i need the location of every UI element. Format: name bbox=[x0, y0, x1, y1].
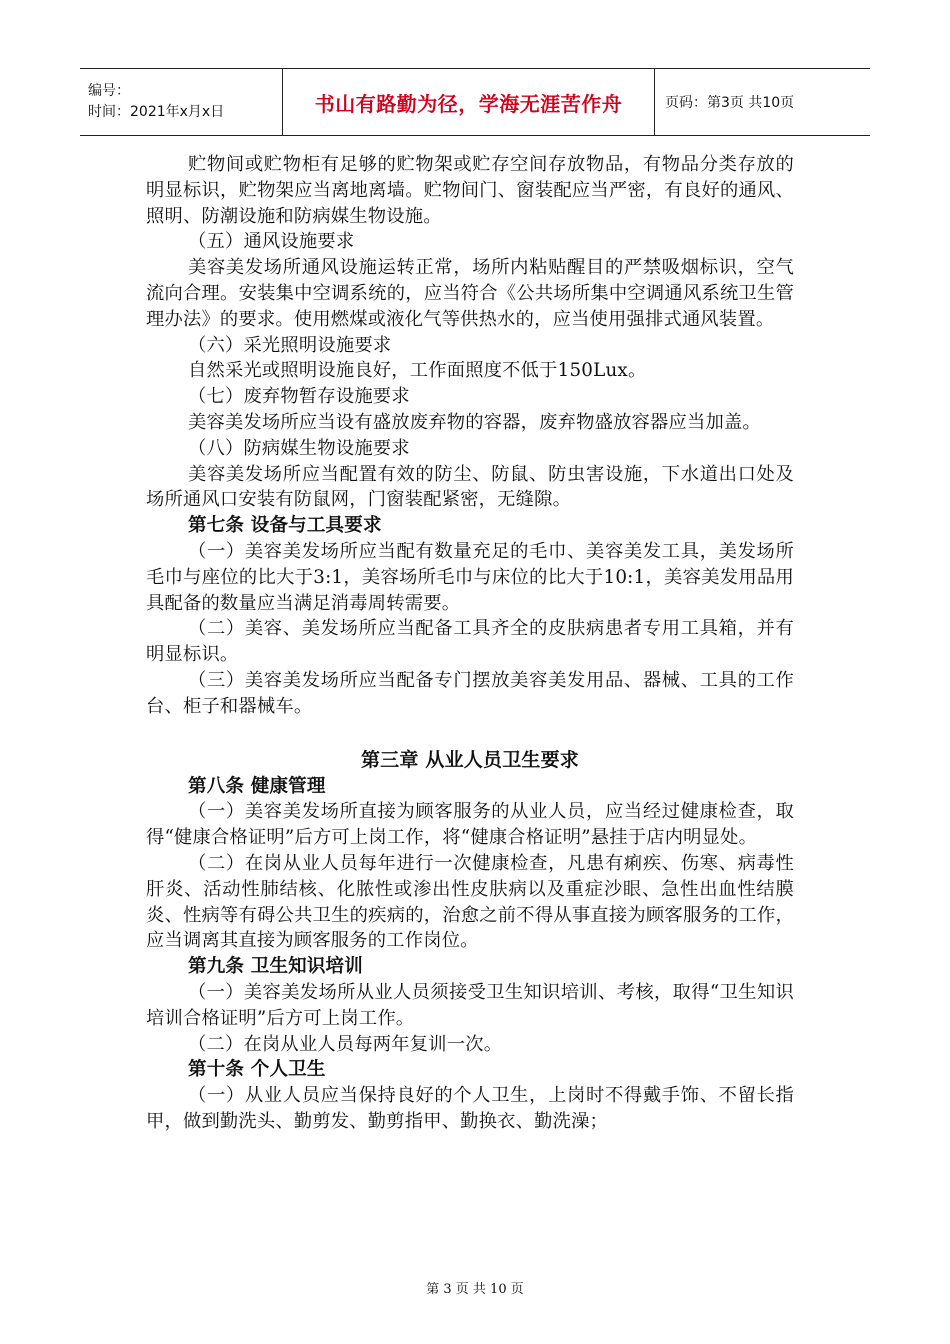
body-paragraph: （五）通风设施要求 bbox=[188, 231, 355, 253]
body-paragraph: （一）美容美发场所直接为顾客服务的从业人员，应当经过健康检查，取得“健康合格证明”后方可上岗工作，将“健康合格证明”悬挂于店内明显处。 bbox=[146, 801, 794, 849]
body-paragraph: 美容美发场所通风设施运转正常，场所内粘贴醒目的严禁吸烟标识，空气流向合理。安装集中空调系统的，应当符合《公共场所集中空调通风系统卫生管理办法》的要求。使用燃煤或液化气等供热水的，应当使用强排式通风装置。 bbox=[146, 257, 794, 330]
body-paragraph: 美容美发场所应当配置有效的防尘、防鼠、防虫害设施，下水道出口处及场所通风口安装有防鼠网，门窗装配紧密，无缝隙。 bbox=[146, 463, 794, 511]
article-heading: 第八条 健康管理 bbox=[188, 775, 326, 797]
page-header bbox=[80, 68, 870, 136]
article-heading: 第九条 卫生知识培训 bbox=[188, 956, 363, 978]
header-motto: 书山有路勤为径，学海无涯苦作舟 bbox=[314, 91, 623, 116]
article-heading: 第十条 个人卫生 bbox=[188, 1059, 326, 1081]
body-paragraph: （三）美容美发场所应当配备专门摆放美容美发用品、器械、工具的工作台、柜子和器械车。 bbox=[146, 669, 794, 717]
header-motto-cell bbox=[283, 69, 655, 135]
body-paragraph: （八）防病媒生物设施要求 bbox=[188, 437, 410, 459]
body-paragraph: （一）美容美发场所从业人员须接受卫生知识培训、考核，取得“卫生知识培训合格证明”后方可上岗工作。 bbox=[146, 981, 794, 1029]
document-time-label: 时间：2021年x月x日 bbox=[88, 104, 225, 120]
body-paragraph: 贮物间或贮物柜有足够的贮物架或贮存空间存放物品，有物品分类存放的明显标识，贮物架应当离地离墙。贮物间门、窗装配应当严密，有良好的通风、照明、防潮设施和防病媒生物设施。 bbox=[146, 154, 794, 227]
body-paragraph: （二）在岗从业人员每年进行一次健康检查，凡患有痢疾、伤寒、病毒性肝炎、活动性肺结核、化脓性或渗出性皮肤病以及重症沙眼、急性出血性结膜炎、性病等有碍公共卫生的疾病的，治愈之前不得从事直接为顾客服务的工作，应当调离其直接为顾客服务的工作岗位。 bbox=[146, 852, 794, 952]
document-number-label: 编号： bbox=[88, 83, 130, 99]
body-paragraph: （二）美容、美发场所应当配备工具齐全的皮肤病患者专用工具箱，并有明显标识。 bbox=[146, 618, 794, 666]
body-paragraph: （一）从业人员应当保持良好的个人卫生，上岗时不得戴手饰、不留长指甲，做到勤洗头、勤剪发、勤剪指甲、勤换衣、勤洗澡； bbox=[146, 1085, 794, 1132]
article-heading: 第七条 设备与工具要求 bbox=[188, 515, 382, 537]
body-paragraph: （一）美容美发场所应当配有数量充足的毛巾、美容美发工具，美发场所毛巾与座位的比大于3:1，美容场所毛巾与床位的比大于10:1，美容美发用品用具配备的数量应当满足消毒周转需要。 bbox=[146, 540, 794, 614]
body-paragraph: （二）在岗从业人员每两年复训一次。 bbox=[188, 1033, 503, 1055]
header-page-cell bbox=[655, 69, 870, 135]
chapter-heading: 第三章 从业人员卫生要求 bbox=[360, 748, 579, 771]
body-paragraph: 自然采光或照明设施良好，工作面照度不低于150Lux。 bbox=[188, 360, 647, 382]
body-paragraph: （六）采光照明设施要求 bbox=[188, 334, 392, 356]
body-paragraph: （七）废弃物暂存设施要求 bbox=[188, 386, 410, 408]
header-meta bbox=[80, 69, 283, 135]
page-footer: 第 3 页 共 10 页 bbox=[426, 1282, 524, 1297]
body-paragraph: 美容美发场所应当设有盛放废弃物的容器，废弃物盛放容器应当加盖。 bbox=[188, 411, 761, 433]
header-page-number: 页码：第3页 共10页 bbox=[665, 95, 795, 111]
document-body bbox=[146, 152, 794, 1135]
